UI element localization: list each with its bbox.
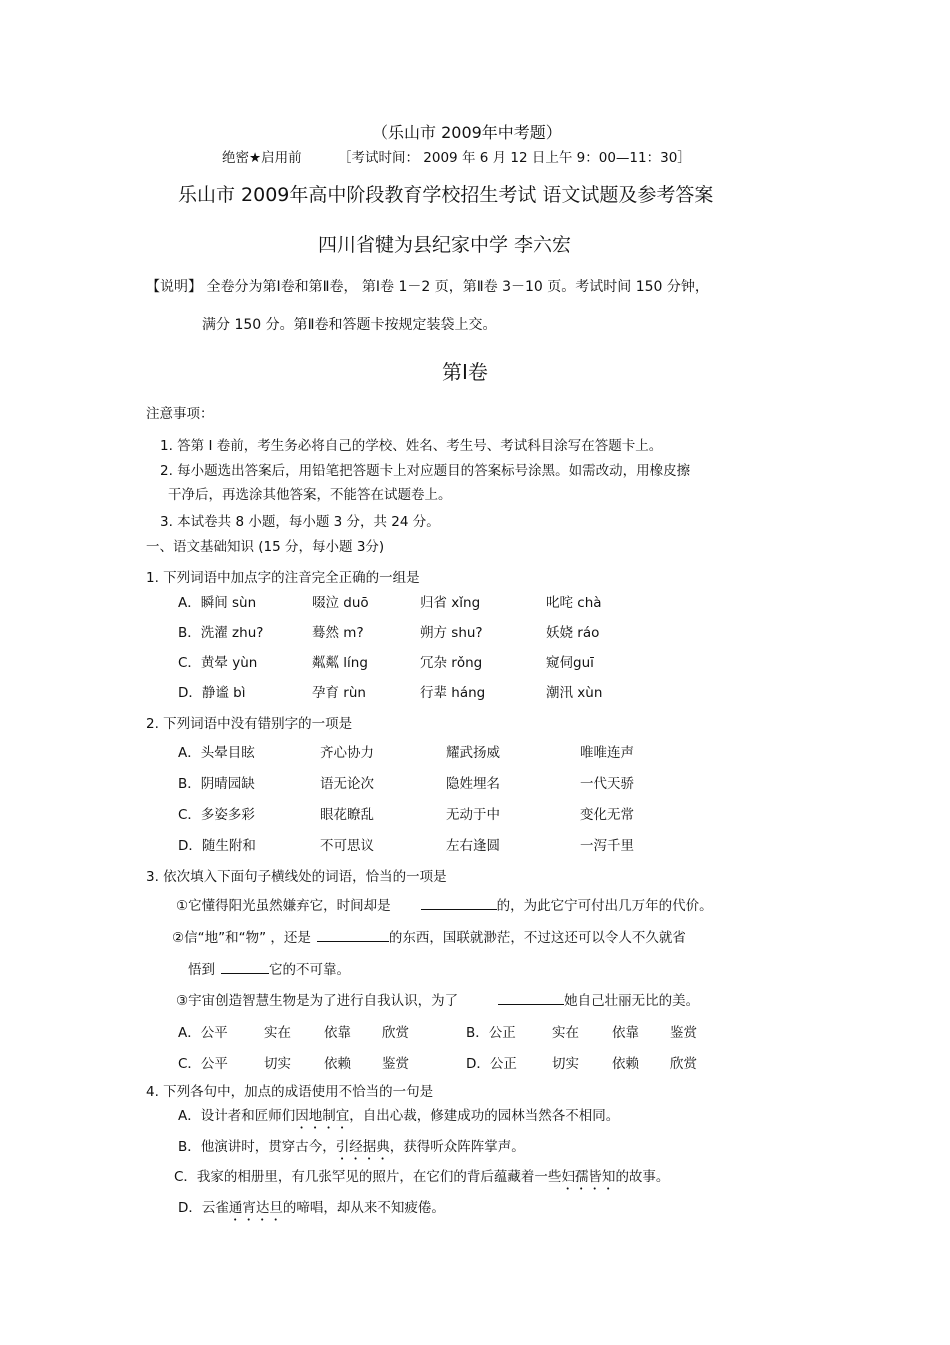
notice-heading: 注意事项： [146, 406, 214, 422]
option-text: B．他演讲时，贯穿古今， [178, 1139, 336, 1155]
sentence-text: 的，为此它宁可付出几万年的代价。 [496, 898, 713, 914]
sentence-text: 它的不可靠。 [269, 962, 350, 978]
option-cell: 叱咤 chà [546, 595, 602, 611]
option-cell: D．公正 [466, 1056, 517, 1072]
page-title: 乐山市 2009年高中阶段教育学校招生考试 语文试题及参考答案 [178, 184, 714, 206]
option-cell: A．瞬间 sùn [178, 595, 257, 611]
answer-blank [221, 959, 269, 974]
option-cell: C．公平 [178, 1056, 228, 1072]
question-4-option-a [178, 1104, 619, 1132]
option-cell: 粼粼 líng [312, 655, 368, 671]
dotted-idiom: 妇孺皆知 [561, 1169, 616, 1185]
question-1-option-d [0, 681, 950, 701]
option-cell: 齐心协力 [320, 745, 374, 761]
option-cell: 实在 [264, 1025, 291, 1041]
option-cell: 实在 [552, 1025, 579, 1041]
question-2-option-c [0, 803, 950, 823]
option-cell: 一泻千里 [580, 838, 634, 854]
question-1-stem: 1. 下列词语中加点字的注音完全正确的一组是 [146, 570, 420, 586]
option-cell: 依赖 [324, 1056, 351, 1072]
option-text: A．设计者和匠师们 [178, 1108, 296, 1124]
question-3-options-ab [0, 1021, 950, 1041]
volume-title: 第Ⅰ卷 [442, 360, 488, 384]
question-3-sentence-2-cont [188, 958, 350, 978]
option-cell: A．头晕目眩 [178, 745, 255, 761]
question-1-option-b [0, 621, 950, 641]
sentence-text: 悟到 [188, 962, 215, 978]
question-3-sentence-1 [176, 894, 713, 914]
option-cell: 一代天骄 [580, 776, 634, 792]
question-2-option-d [0, 834, 950, 854]
question-4-option-b [178, 1135, 525, 1163]
option-text: D．云雀 [178, 1200, 229, 1216]
dotted-idiom: 因地制宜 [295, 1108, 350, 1124]
sentence-text: ①它懂得阳光虽然嫌弃它，时间却是 [176, 898, 391, 914]
answer-blank [421, 895, 497, 910]
answer-blank [498, 990, 564, 1005]
option-cell: B．公正 [466, 1025, 516, 1041]
option-text: ，自出心裁，修建成功的园林当然各不相同。 [349, 1108, 620, 1124]
question-3-sentence-3 [176, 989, 699, 1009]
option-cell: 依靠 [324, 1025, 351, 1041]
option-cell: 唯唯连声 [580, 745, 634, 761]
exam-time: ［考试时间： 2009 年 6 月 12 日上午 9：00—11：30］ [338, 150, 691, 166]
option-cell: 冗杂 rǒng [420, 655, 483, 671]
option-cell: 不可思议 [320, 838, 374, 854]
sentence-text: ②信“地”和“物” ，还是 [172, 930, 311, 946]
dotted-idiom: 引经据典 [335, 1139, 390, 1155]
question-2-option-b [0, 772, 950, 792]
option-cell: B．洗濯 zhu? [178, 625, 264, 641]
question-2-stem: 2. 下列词语中没有错别字的一项是 [146, 716, 353, 732]
confidential-label: 绝密★启用前 [222, 150, 302, 166]
option-cell: 孕育 rùn [312, 685, 366, 701]
notice-item-1: 1. 答第 Ⅰ 卷前，考生务必将自己的学校、姓名、考生号、考试科目涂写在答题卡上。 [160, 438, 663, 454]
option-cell: 依赖 [612, 1056, 639, 1072]
option-cell: 朔方 shu? [420, 625, 483, 641]
note-line-2: 满分 150 分。第Ⅱ卷和答题卡按规定装袋上交。 [202, 317, 497, 333]
notice-item-2a: 2. 每小题选出答案后，用铅笔把答题卡上对应题目的答案标号涂黑。如需改动，用橡皮擦 [160, 463, 691, 479]
dotted-idiom: 通宵达旦 [228, 1200, 283, 1216]
question-4-option-c [174, 1165, 669, 1193]
option-cell: 隐姓埋名 [446, 776, 500, 792]
option-cell: D．静谧 bì [178, 685, 246, 701]
question-3-sentence-2 [172, 926, 686, 946]
option-cell: 蓦然 m? [312, 625, 364, 641]
option-cell: 行辈 háng [420, 685, 486, 701]
question-1-option-a [0, 591, 950, 611]
option-cell: C．多姿多彩 [178, 807, 255, 823]
notice-item-2b: 干净后，再选涂其他答案，不能答在试题卷上。 [168, 487, 452, 503]
option-cell: 窥伺guī [546, 655, 594, 671]
option-text: 的啼唱，却从来不知疲倦。 [282, 1200, 445, 1216]
option-cell: 鉴赏 [382, 1056, 409, 1072]
option-cell: 归省 xǐng [420, 595, 481, 611]
section-heading: 一、语文基础知识 (15 分，每小题 3分) [146, 539, 385, 555]
option-cell: 欣赏 [382, 1025, 409, 1041]
option-cell: 依靠 [612, 1025, 639, 1041]
option-text: 的故事。 [615, 1169, 670, 1185]
question-3-options-cd [0, 1052, 950, 1072]
option-cell: 啜泣 duō [312, 595, 369, 611]
question-3-stem: 3. 依次填入下面句子横线处的词语，恰当的一项是 [146, 869, 447, 885]
sentence-text: 她自己壮丽无比的美。 [564, 993, 700, 1009]
option-cell: 潮汛 xùn [546, 685, 603, 701]
answer-blank [317, 927, 389, 942]
notice-item-3: 3. 本试卷共 8 小题，每小题 3 分，共 24 分。 [160, 514, 440, 530]
option-cell: 无动于中 [446, 807, 500, 823]
option-cell: 切实 [552, 1056, 579, 1072]
option-cell: 语无论次 [320, 776, 374, 792]
option-cell: B．阴晴园缺 [178, 776, 255, 792]
source-note: （乐山市 2009年中考题） [372, 123, 562, 142]
option-cell: 鉴赏 [670, 1025, 697, 1041]
sentence-text: ③宇宙创造智慧生物是为了进行自我认识，为了 [176, 993, 459, 1009]
question-1-option-c [0, 651, 950, 671]
question-4-stem: 4. 下列各句中，加点的成语使用不恰当的一句是 [146, 1084, 434, 1100]
option-cell: 耀武扬威 [446, 745, 500, 761]
option-text: C．我家的相册里，有几张罕见的照片，在它们的背后蕴藏着一些 [174, 1169, 562, 1185]
question-4-option-d [178, 1196, 445, 1224]
author-line: 四川省犍为县纪家中学 李六宏 [318, 234, 572, 256]
option-cell: 切实 [264, 1056, 291, 1072]
option-cell: 欣赏 [670, 1056, 697, 1072]
option-cell: 左右逢圆 [446, 838, 500, 854]
option-cell: D．随生附和 [178, 838, 256, 854]
option-cell: 妖娆 ráo [546, 625, 600, 641]
option-cell: A．公平 [178, 1025, 228, 1041]
option-cell: 变化无常 [580, 807, 634, 823]
option-text: ，获得听众阵阵掌声。 [389, 1139, 525, 1155]
sentence-text: 的东西，国联就渺茫，不过这还可以令人不久就省 [388, 930, 686, 946]
option-cell: C．黄晕 yùn [178, 655, 258, 671]
option-cell: 眼花瞭乱 [320, 807, 374, 823]
note-line-1: 【说明】 全卷分为第Ⅰ卷和第Ⅱ卷， 第Ⅰ卷 1－2 页，第Ⅱ卷 3－10 页。考试时间 150 分钟， [146, 279, 709, 295]
question-2-option-a [0, 741, 950, 761]
